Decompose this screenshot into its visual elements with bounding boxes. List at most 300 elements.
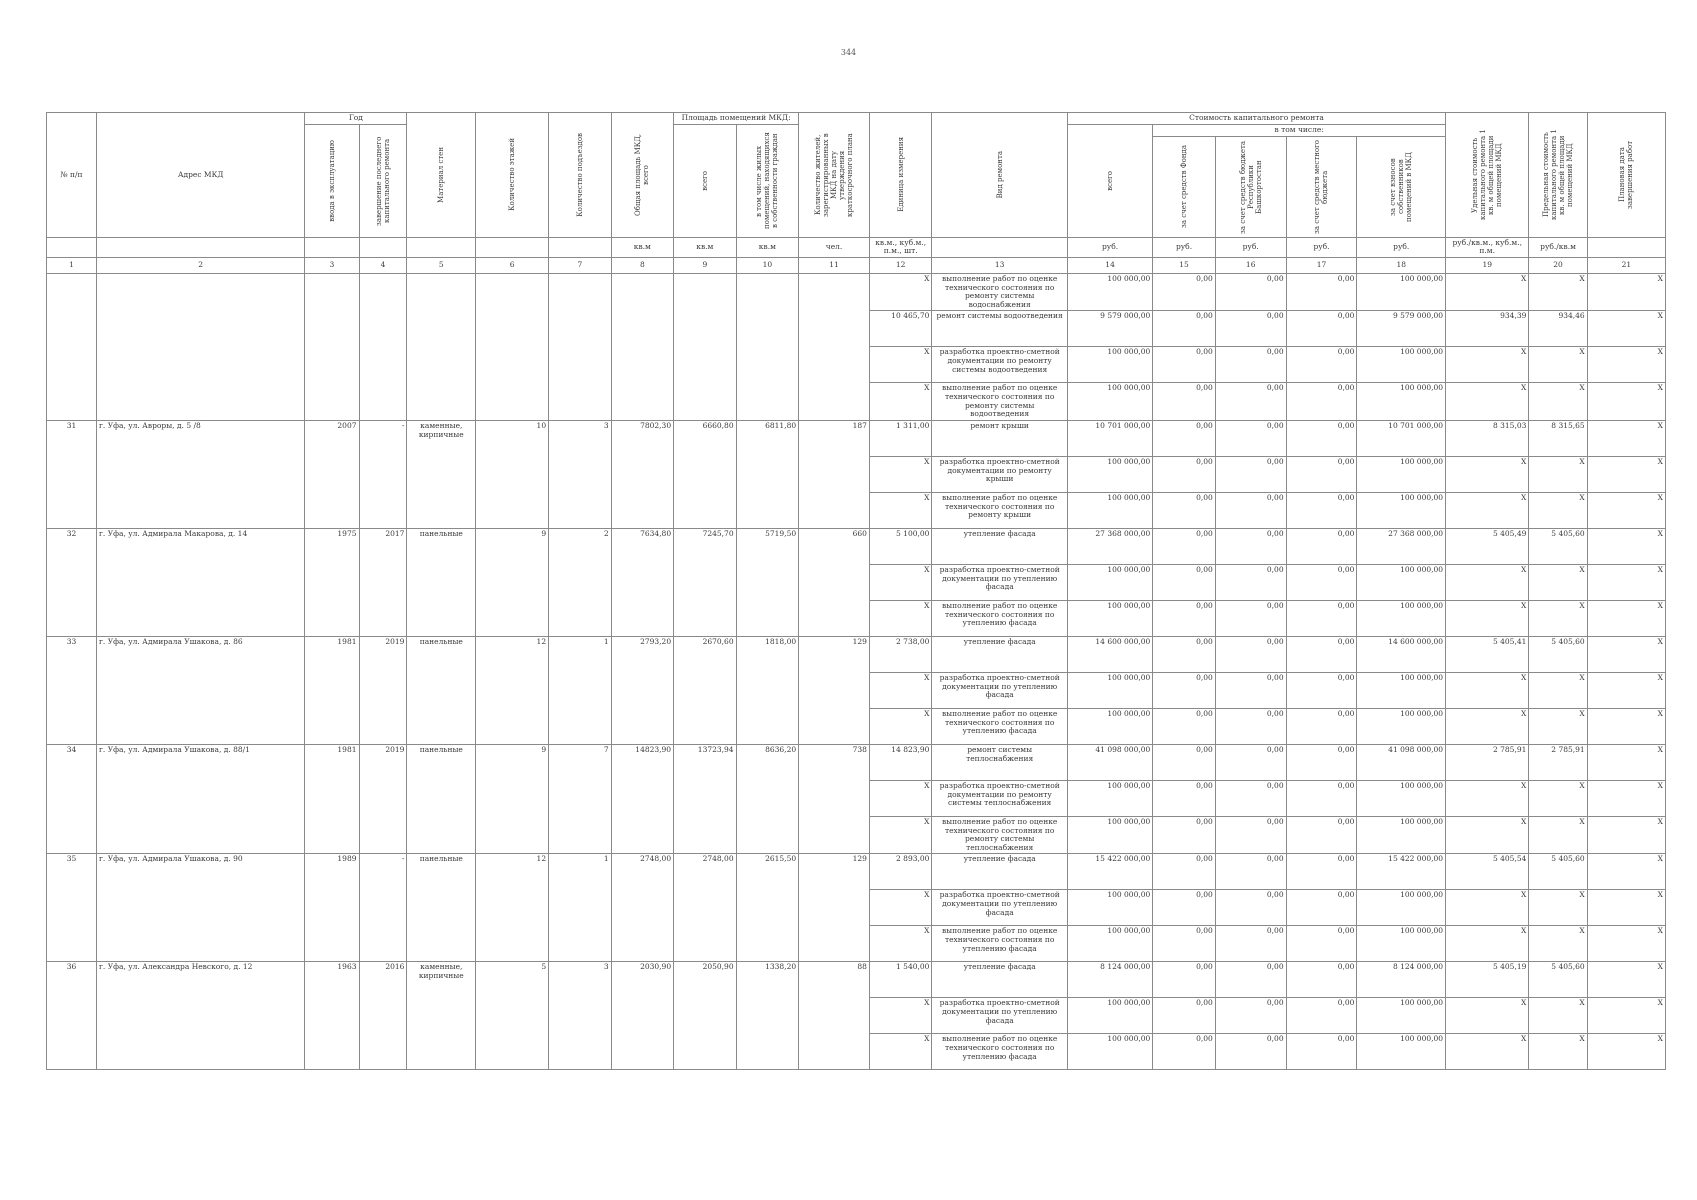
building-address: г. Уфа, ул. Адмирала Макарова, д. 14 bbox=[97, 528, 305, 636]
area-residential bbox=[736, 273, 799, 420]
cost-owners: 41 098 000,00 bbox=[1357, 744, 1446, 780]
work-type: выполнение работ по оценке технического состояния по утеплению фасада bbox=[932, 600, 1067, 636]
cost-owners: 8 124 000,00 bbox=[1357, 962, 1446, 998]
column-number: 21 bbox=[1587, 257, 1665, 273]
cost-rb: 0,00 bbox=[1215, 816, 1286, 854]
building-address: г. Уфа, ул. Адмирала Ушакова, д. 86 bbox=[97, 636, 305, 744]
cost-total: 10 701 000,00 bbox=[1067, 420, 1152, 456]
cost-fund: 0,00 bbox=[1153, 890, 1216, 926]
column-number: 5 bbox=[407, 257, 476, 273]
max-cost: 5 405,60 bbox=[1529, 636, 1587, 672]
unit-cost: X bbox=[1446, 383, 1529, 421]
work-type: разработка проектно-сметной документации по утеплению фасада bbox=[932, 998, 1067, 1034]
cost-owners: 100 000,00 bbox=[1357, 383, 1446, 421]
area-total: 2050,90 bbox=[674, 962, 737, 1070]
cost-rb: 0,00 bbox=[1215, 890, 1286, 926]
unit-cell: кв.м bbox=[736, 237, 799, 257]
column-number: 20 bbox=[1529, 257, 1587, 273]
year-commission: 2007 bbox=[305, 420, 359, 528]
entrances: 2 bbox=[549, 528, 612, 636]
unit-cost: X bbox=[1446, 926, 1529, 962]
total-area: 7802,30 bbox=[611, 420, 674, 528]
residents: 738 bbox=[799, 744, 870, 854]
cost-rb: 0,00 bbox=[1215, 528, 1286, 564]
cost-rb: 0,00 bbox=[1215, 383, 1286, 421]
planned-date: X bbox=[1587, 564, 1665, 600]
work-volume: 2 893,00 bbox=[869, 854, 932, 890]
work-volume: X bbox=[869, 456, 932, 492]
cost-total: 100 000,00 bbox=[1067, 816, 1152, 854]
table-row bbox=[47, 962, 1666, 998]
cost-total: 27 368 000,00 bbox=[1067, 528, 1152, 564]
planned-date: X bbox=[1587, 420, 1665, 456]
work-type: выполнение работ по оценке технического состояния по ремонту системы водоотведения bbox=[932, 383, 1067, 421]
wall-material: панельные bbox=[407, 854, 476, 962]
max-cost: X bbox=[1529, 600, 1587, 636]
work-volume: 1 540,00 bbox=[869, 962, 932, 998]
area-total: 2748,00 bbox=[674, 854, 737, 962]
unit-cost: X bbox=[1446, 1034, 1529, 1070]
cost-rb: 0,00 bbox=[1215, 672, 1286, 708]
cost-owners: 100 000,00 bbox=[1357, 708, 1446, 744]
max-cost: 5 405,60 bbox=[1529, 528, 1587, 564]
total-area: 2748,00 bbox=[611, 854, 674, 962]
cost-owners: 100 000,00 bbox=[1357, 780, 1446, 816]
column-number: 2 bbox=[97, 257, 305, 273]
max-cost: 8 315,65 bbox=[1529, 420, 1587, 456]
cost-rb: 0,00 bbox=[1215, 492, 1286, 528]
header-year-group: Год bbox=[305, 113, 407, 125]
cost-rb: 0,00 bbox=[1215, 311, 1286, 347]
area-residential: 5719,50 bbox=[736, 528, 799, 636]
wall-material: каменные, кирпичные bbox=[407, 420, 476, 528]
cost-local: 0,00 bbox=[1286, 564, 1357, 600]
cost-rb: 0,00 bbox=[1215, 926, 1286, 962]
column-number: 9 bbox=[674, 257, 737, 273]
work-type: выполнение работ по оценке технического состояния по утеплению фасада bbox=[932, 708, 1067, 744]
cost-fund: 0,00 bbox=[1153, 456, 1216, 492]
work-type: выполнение работ по оценке технического состояния по ремонту системы водоснабжения bbox=[932, 273, 1067, 311]
cost-total: 100 000,00 bbox=[1067, 600, 1152, 636]
cost-rb: 0,00 bbox=[1215, 1034, 1286, 1070]
cost-rb: 0,00 bbox=[1215, 600, 1286, 636]
max-cost: X bbox=[1529, 564, 1587, 600]
unit-cost: 2 785,91 bbox=[1446, 744, 1529, 780]
column-number-row bbox=[47, 257, 1666, 273]
max-cost: X bbox=[1529, 672, 1587, 708]
header-max-cost: Предельная стоимость капитального ремонта 1 кв. м общей площади помещений МКД bbox=[1541, 129, 1575, 221]
entrances: 7 bbox=[549, 744, 612, 854]
header-year-last-repair: завершение последнего капитального ремонта bbox=[374, 136, 391, 226]
area-total bbox=[674, 273, 737, 420]
planned-date: X bbox=[1587, 311, 1665, 347]
unit-cost: X bbox=[1446, 890, 1529, 926]
cost-fund: 0,00 bbox=[1153, 962, 1216, 998]
column-number: 14 bbox=[1067, 257, 1152, 273]
cost-fund: 0,00 bbox=[1153, 492, 1216, 528]
cost-local: 0,00 bbox=[1286, 854, 1357, 890]
cost-fund: 0,00 bbox=[1153, 1034, 1216, 1070]
cost-owners: 100 000,00 bbox=[1357, 890, 1446, 926]
unit-cell: руб. bbox=[1153, 237, 1216, 257]
header-unit: Единица измерения bbox=[896, 137, 905, 213]
cost-owners: 100 000,00 bbox=[1357, 1034, 1446, 1070]
work-volume: X bbox=[869, 564, 932, 600]
wall-material: панельные bbox=[407, 744, 476, 854]
column-number: 6 bbox=[476, 257, 549, 273]
cost-total: 100 000,00 bbox=[1067, 708, 1152, 744]
work-type: ремонт крыши bbox=[932, 420, 1067, 456]
column-number: 12 bbox=[869, 257, 932, 273]
unit-cell: чел. bbox=[799, 237, 870, 257]
max-cost: X bbox=[1529, 383, 1587, 421]
header-cost-owners: за счет взносов собственников помещений в МКД bbox=[1389, 151, 1414, 222]
work-volume: X bbox=[869, 890, 932, 926]
year-commission: 1981 bbox=[305, 636, 359, 744]
planned-date: X bbox=[1587, 926, 1665, 962]
work-type: утепление фасада bbox=[932, 636, 1067, 672]
year-last-repair: 2019 bbox=[359, 636, 407, 744]
unit-cell: кв.м bbox=[674, 237, 737, 257]
area-residential: 8636,20 bbox=[736, 744, 799, 854]
cost-rb: 0,00 bbox=[1215, 998, 1286, 1034]
building-no: 35 bbox=[47, 854, 97, 962]
planned-date: X bbox=[1587, 383, 1665, 421]
cost-local: 0,00 bbox=[1286, 672, 1357, 708]
column-number: 3 bbox=[305, 257, 359, 273]
entrances: 3 bbox=[549, 962, 612, 1070]
total-area: 14823,90 bbox=[611, 744, 674, 854]
column-number: 17 bbox=[1286, 257, 1357, 273]
max-cost: X bbox=[1529, 492, 1587, 528]
table-row bbox=[47, 420, 1666, 456]
header-total-area: Общая площадь МКД, всего bbox=[634, 133, 651, 216]
max-cost: 2 785,91 bbox=[1529, 744, 1587, 780]
cost-total: 100 000,00 bbox=[1067, 564, 1152, 600]
unit-cell: кв.м bbox=[611, 237, 674, 257]
planned-date: X bbox=[1587, 780, 1665, 816]
cost-fund: 0,00 bbox=[1153, 528, 1216, 564]
unit-cost: X bbox=[1446, 708, 1529, 744]
planned-date: X bbox=[1587, 273, 1665, 311]
unit-cost: X bbox=[1446, 780, 1529, 816]
max-cost: 5 405,60 bbox=[1529, 854, 1587, 890]
work-type: выполнение работ по оценке технического состояния по ремонту системы теплоснабжения bbox=[932, 816, 1067, 854]
table-row bbox=[47, 636, 1666, 672]
cost-fund: 0,00 bbox=[1153, 600, 1216, 636]
work-volume: X bbox=[869, 708, 932, 744]
table-row bbox=[47, 744, 1666, 780]
work-volume: 10 465,70 bbox=[869, 311, 932, 347]
cost-fund: 0,00 bbox=[1153, 780, 1216, 816]
cost-rb: 0,00 bbox=[1215, 564, 1286, 600]
unit-cost: X bbox=[1446, 347, 1529, 383]
planned-date: X bbox=[1587, 816, 1665, 854]
header-wall-material: Материал стен bbox=[437, 146, 446, 203]
cost-fund: 0,00 bbox=[1153, 672, 1216, 708]
cost-local: 0,00 bbox=[1286, 962, 1357, 998]
cost-owners: 27 368 000,00 bbox=[1357, 528, 1446, 564]
year-commission: 1963 bbox=[305, 962, 359, 1070]
unit-cell: руб. bbox=[1067, 237, 1152, 257]
cost-owners: 100 000,00 bbox=[1357, 273, 1446, 311]
building-no: 31 bbox=[47, 420, 97, 528]
floors: 12 bbox=[476, 854, 549, 962]
work-volume: X bbox=[869, 780, 932, 816]
cost-fund: 0,00 bbox=[1153, 636, 1216, 672]
header-unit-cost: Удельная стоимость капитального ремонта 1 кв. м общей площади помещений МКД bbox=[1471, 129, 1504, 221]
cost-fund: 0,00 bbox=[1153, 926, 1216, 962]
cost-local: 0,00 bbox=[1286, 890, 1357, 926]
planned-date: X bbox=[1587, 672, 1665, 708]
cost-local: 0,00 bbox=[1286, 528, 1357, 564]
cost-rb: 0,00 bbox=[1215, 273, 1286, 311]
cost-local: 0,00 bbox=[1286, 926, 1357, 962]
cost-owners: 14 600 000,00 bbox=[1357, 636, 1446, 672]
cost-owners: 100 000,00 bbox=[1357, 492, 1446, 528]
entrances: 3 bbox=[549, 420, 612, 528]
cost-total: 100 000,00 bbox=[1067, 672, 1152, 708]
cost-total: 100 000,00 bbox=[1067, 780, 1152, 816]
building-no: 32 bbox=[47, 528, 97, 636]
work-volume: X bbox=[869, 492, 932, 528]
entrances bbox=[549, 273, 612, 420]
year-commission: 1989 bbox=[305, 854, 359, 962]
floors: 9 bbox=[476, 528, 549, 636]
max-cost: X bbox=[1529, 1034, 1587, 1070]
cost-rb: 0,00 bbox=[1215, 708, 1286, 744]
total-area: 2030,90 bbox=[611, 962, 674, 1070]
work-volume: 1 311,00 bbox=[869, 420, 932, 456]
column-number: 7 bbox=[549, 257, 612, 273]
cost-rb: 0,00 bbox=[1215, 420, 1286, 456]
cost-rb: 0,00 bbox=[1215, 744, 1286, 780]
max-cost: X bbox=[1529, 708, 1587, 744]
planned-date: X bbox=[1587, 1034, 1665, 1070]
year-commission: 1975 bbox=[305, 528, 359, 636]
work-type: разработка проектно-сметной документации по утеплению фасада bbox=[932, 564, 1067, 600]
work-volume: X bbox=[869, 347, 932, 383]
building-address: г. Уфа, ул. Александра Невского, д. 12 bbox=[97, 962, 305, 1070]
cost-local: 0,00 bbox=[1286, 780, 1357, 816]
cost-total: 100 000,00 bbox=[1067, 347, 1152, 383]
header-cost-local: за счет средств местного бюджета bbox=[1313, 139, 1330, 234]
cost-local: 0,00 bbox=[1286, 383, 1357, 421]
column-number: 4 bbox=[359, 257, 407, 273]
max-cost: X bbox=[1529, 998, 1587, 1034]
cost-total: 41 098 000,00 bbox=[1067, 744, 1152, 780]
cost-rb: 0,00 bbox=[1215, 456, 1286, 492]
residents: 129 bbox=[799, 636, 870, 744]
residents bbox=[799, 273, 870, 420]
cost-owners: 9 579 000,00 bbox=[1357, 311, 1446, 347]
work-type: выполнение работ по оценке технического состояния по утеплению фасада bbox=[932, 926, 1067, 962]
wall-material bbox=[407, 273, 476, 420]
cost-fund: 0,00 bbox=[1153, 564, 1216, 600]
cost-total: 100 000,00 bbox=[1067, 926, 1152, 962]
work-volume: X bbox=[869, 383, 932, 421]
building-no: 34 bbox=[47, 744, 97, 854]
year-last-repair: - bbox=[359, 854, 407, 962]
floors: 9 bbox=[476, 744, 549, 854]
max-cost: X bbox=[1529, 816, 1587, 854]
work-volume: X bbox=[869, 926, 932, 962]
residents: 187 bbox=[799, 420, 870, 528]
cost-fund: 0,00 bbox=[1153, 311, 1216, 347]
work-volume: 2 738,00 bbox=[869, 636, 932, 672]
planned-date: X bbox=[1587, 962, 1665, 998]
planned-date: X bbox=[1587, 636, 1665, 672]
planned-date: X bbox=[1587, 600, 1665, 636]
year-last-repair: 2017 bbox=[359, 528, 407, 636]
max-cost: X bbox=[1529, 347, 1587, 383]
cost-total: 100 000,00 bbox=[1067, 890, 1152, 926]
unit-cell: кв.м., куб.м., п.м., шт. bbox=[869, 237, 932, 257]
cost-local: 0,00 bbox=[1286, 600, 1357, 636]
area-total: 6660,80 bbox=[674, 420, 737, 528]
unit-cost: X bbox=[1446, 816, 1529, 854]
header-cost-total: всего bbox=[1106, 170, 1115, 191]
work-type: утепление фасада bbox=[932, 528, 1067, 564]
work-type: выполнение работ по оценке технического состояния по утеплению фасада bbox=[932, 1034, 1067, 1070]
residents: 88 bbox=[799, 962, 870, 1070]
work-volume: X bbox=[869, 816, 932, 854]
header-address: Адрес МКД bbox=[97, 113, 305, 238]
column-number: 8 bbox=[611, 257, 674, 273]
max-cost: 934,46 bbox=[1529, 311, 1587, 347]
cost-total: 100 000,00 bbox=[1067, 492, 1152, 528]
cost-rb: 0,00 bbox=[1215, 962, 1286, 998]
building-no: 36 bbox=[47, 962, 97, 1070]
planned-date: X bbox=[1587, 456, 1665, 492]
cost-owners: 100 000,00 bbox=[1357, 816, 1446, 854]
work-volume: X bbox=[869, 273, 932, 311]
capital-repair-table bbox=[46, 112, 1666, 1070]
planned-date: X bbox=[1587, 744, 1665, 780]
unit-cell: руб. bbox=[1286, 237, 1357, 257]
cost-fund: 0,00 bbox=[1153, 383, 1216, 421]
cost-total: 100 000,00 bbox=[1067, 456, 1152, 492]
unit-cost: X bbox=[1446, 492, 1529, 528]
header-planned-date: Плановая дата завершения работ bbox=[1618, 140, 1635, 209]
area-total: 13723,94 bbox=[674, 744, 737, 854]
column-number: 13 bbox=[932, 257, 1067, 273]
cost-fund: 0,00 bbox=[1153, 998, 1216, 1034]
work-volume: X bbox=[869, 600, 932, 636]
residents: 129 bbox=[799, 854, 870, 962]
area-residential: 2615,50 bbox=[736, 854, 799, 962]
cost-local: 0,00 bbox=[1286, 816, 1357, 854]
unit-cost: 5 405,41 bbox=[1446, 636, 1529, 672]
area-residential: 1338,20 bbox=[736, 962, 799, 1070]
column-number: 15 bbox=[1153, 257, 1216, 273]
cost-local: 0,00 bbox=[1286, 1034, 1357, 1070]
total-area bbox=[611, 273, 674, 420]
floors bbox=[476, 273, 549, 420]
work-volume: X bbox=[869, 1034, 932, 1070]
header-incl-group: в том числе: bbox=[1153, 125, 1446, 137]
cost-owners: 100 000,00 bbox=[1357, 998, 1446, 1034]
cost-total: 100 000,00 bbox=[1067, 273, 1152, 311]
header-year-commission: ввода в эксплуатацию bbox=[327, 139, 336, 222]
floors: 12 bbox=[476, 636, 549, 744]
work-type: разработка проектно-сметной документации по ремонту крыши bbox=[932, 456, 1067, 492]
area-residential: 1818,00 bbox=[736, 636, 799, 744]
max-cost: X bbox=[1529, 780, 1587, 816]
work-type: разработка проектно-сметной документации по ремонту системы водоотведения bbox=[932, 347, 1067, 383]
max-cost: X bbox=[1529, 456, 1587, 492]
work-type: ремонт системы теплоснабжения bbox=[932, 744, 1067, 780]
cost-rb: 0,00 bbox=[1215, 636, 1286, 672]
work-volume: X bbox=[869, 672, 932, 708]
unit-cost: X bbox=[1446, 600, 1529, 636]
year-commission bbox=[305, 273, 359, 420]
cost-fund: 0,00 bbox=[1153, 273, 1216, 311]
unit-cost: X bbox=[1446, 564, 1529, 600]
header-cost-fund: за счет средств Фонда bbox=[1180, 145, 1188, 229]
work-type: утепление фасада bbox=[932, 962, 1067, 998]
cost-total: 100 000,00 bbox=[1067, 998, 1152, 1034]
year-last-repair: 2019 bbox=[359, 744, 407, 854]
header-premises-area-group: Площадь помещений МКД: bbox=[674, 113, 799, 125]
cost-fund: 0,00 bbox=[1153, 420, 1216, 456]
cost-local: 0,00 bbox=[1286, 456, 1357, 492]
year-last-repair bbox=[359, 273, 407, 420]
cost-fund: 0,00 bbox=[1153, 816, 1216, 854]
year-commission: 1981 bbox=[305, 744, 359, 854]
building-no bbox=[47, 273, 97, 420]
header-no: № п/п bbox=[47, 113, 97, 238]
table-row bbox=[47, 528, 1666, 564]
total-area: 7634,80 bbox=[611, 528, 674, 636]
area-residential: 6811,80 bbox=[736, 420, 799, 528]
header-floors: Количество этажей bbox=[508, 138, 517, 212]
cost-rb: 0,00 bbox=[1215, 780, 1286, 816]
entrances: 1 bbox=[549, 854, 612, 962]
cost-total: 100 000,00 bbox=[1067, 1034, 1152, 1070]
planned-date: X bbox=[1587, 998, 1665, 1034]
cost-total: 14 600 000,00 bbox=[1067, 636, 1152, 672]
header-cost-group: Стоимость капитального ремонта bbox=[1067, 113, 1445, 125]
unit-cost: X bbox=[1446, 672, 1529, 708]
work-type: разработка проектно-сметной документации по утеплению фасада bbox=[932, 672, 1067, 708]
column-number: 1 bbox=[47, 257, 97, 273]
column-number: 10 bbox=[736, 257, 799, 273]
header-entrances: Количество подъездов bbox=[575, 132, 584, 217]
column-number: 18 bbox=[1357, 257, 1446, 273]
cost-total: 8 124 000,00 bbox=[1067, 962, 1152, 998]
cost-local: 0,00 bbox=[1286, 311, 1357, 347]
unit-cost: X bbox=[1446, 456, 1529, 492]
building-address: г. Уфа, ул. Адмирала Ушакова, д. 88/1 bbox=[97, 744, 305, 854]
cost-fund: 0,00 bbox=[1153, 347, 1216, 383]
header-residents: Количество жителей, зарегистрированных в МКД на дату утверждения краткосрочного плана bbox=[813, 132, 855, 217]
cost-rb: 0,00 bbox=[1215, 854, 1286, 890]
year-last-repair: - bbox=[359, 420, 407, 528]
cost-total: 9 579 000,00 bbox=[1067, 311, 1152, 347]
cost-total: 15 422 000,00 bbox=[1067, 854, 1152, 890]
work-type: утепление фасада bbox=[932, 854, 1067, 890]
cost-fund: 0,00 bbox=[1153, 744, 1216, 780]
building-no: 33 bbox=[47, 636, 97, 744]
entrances: 1 bbox=[549, 636, 612, 744]
floors: 10 bbox=[476, 420, 549, 528]
cost-owners: 100 000,00 bbox=[1357, 926, 1446, 962]
unit-cost: 5 405,19 bbox=[1446, 962, 1529, 998]
wall-material: панельные bbox=[407, 528, 476, 636]
area-total: 7245,70 bbox=[674, 528, 737, 636]
planned-date: X bbox=[1587, 347, 1665, 383]
